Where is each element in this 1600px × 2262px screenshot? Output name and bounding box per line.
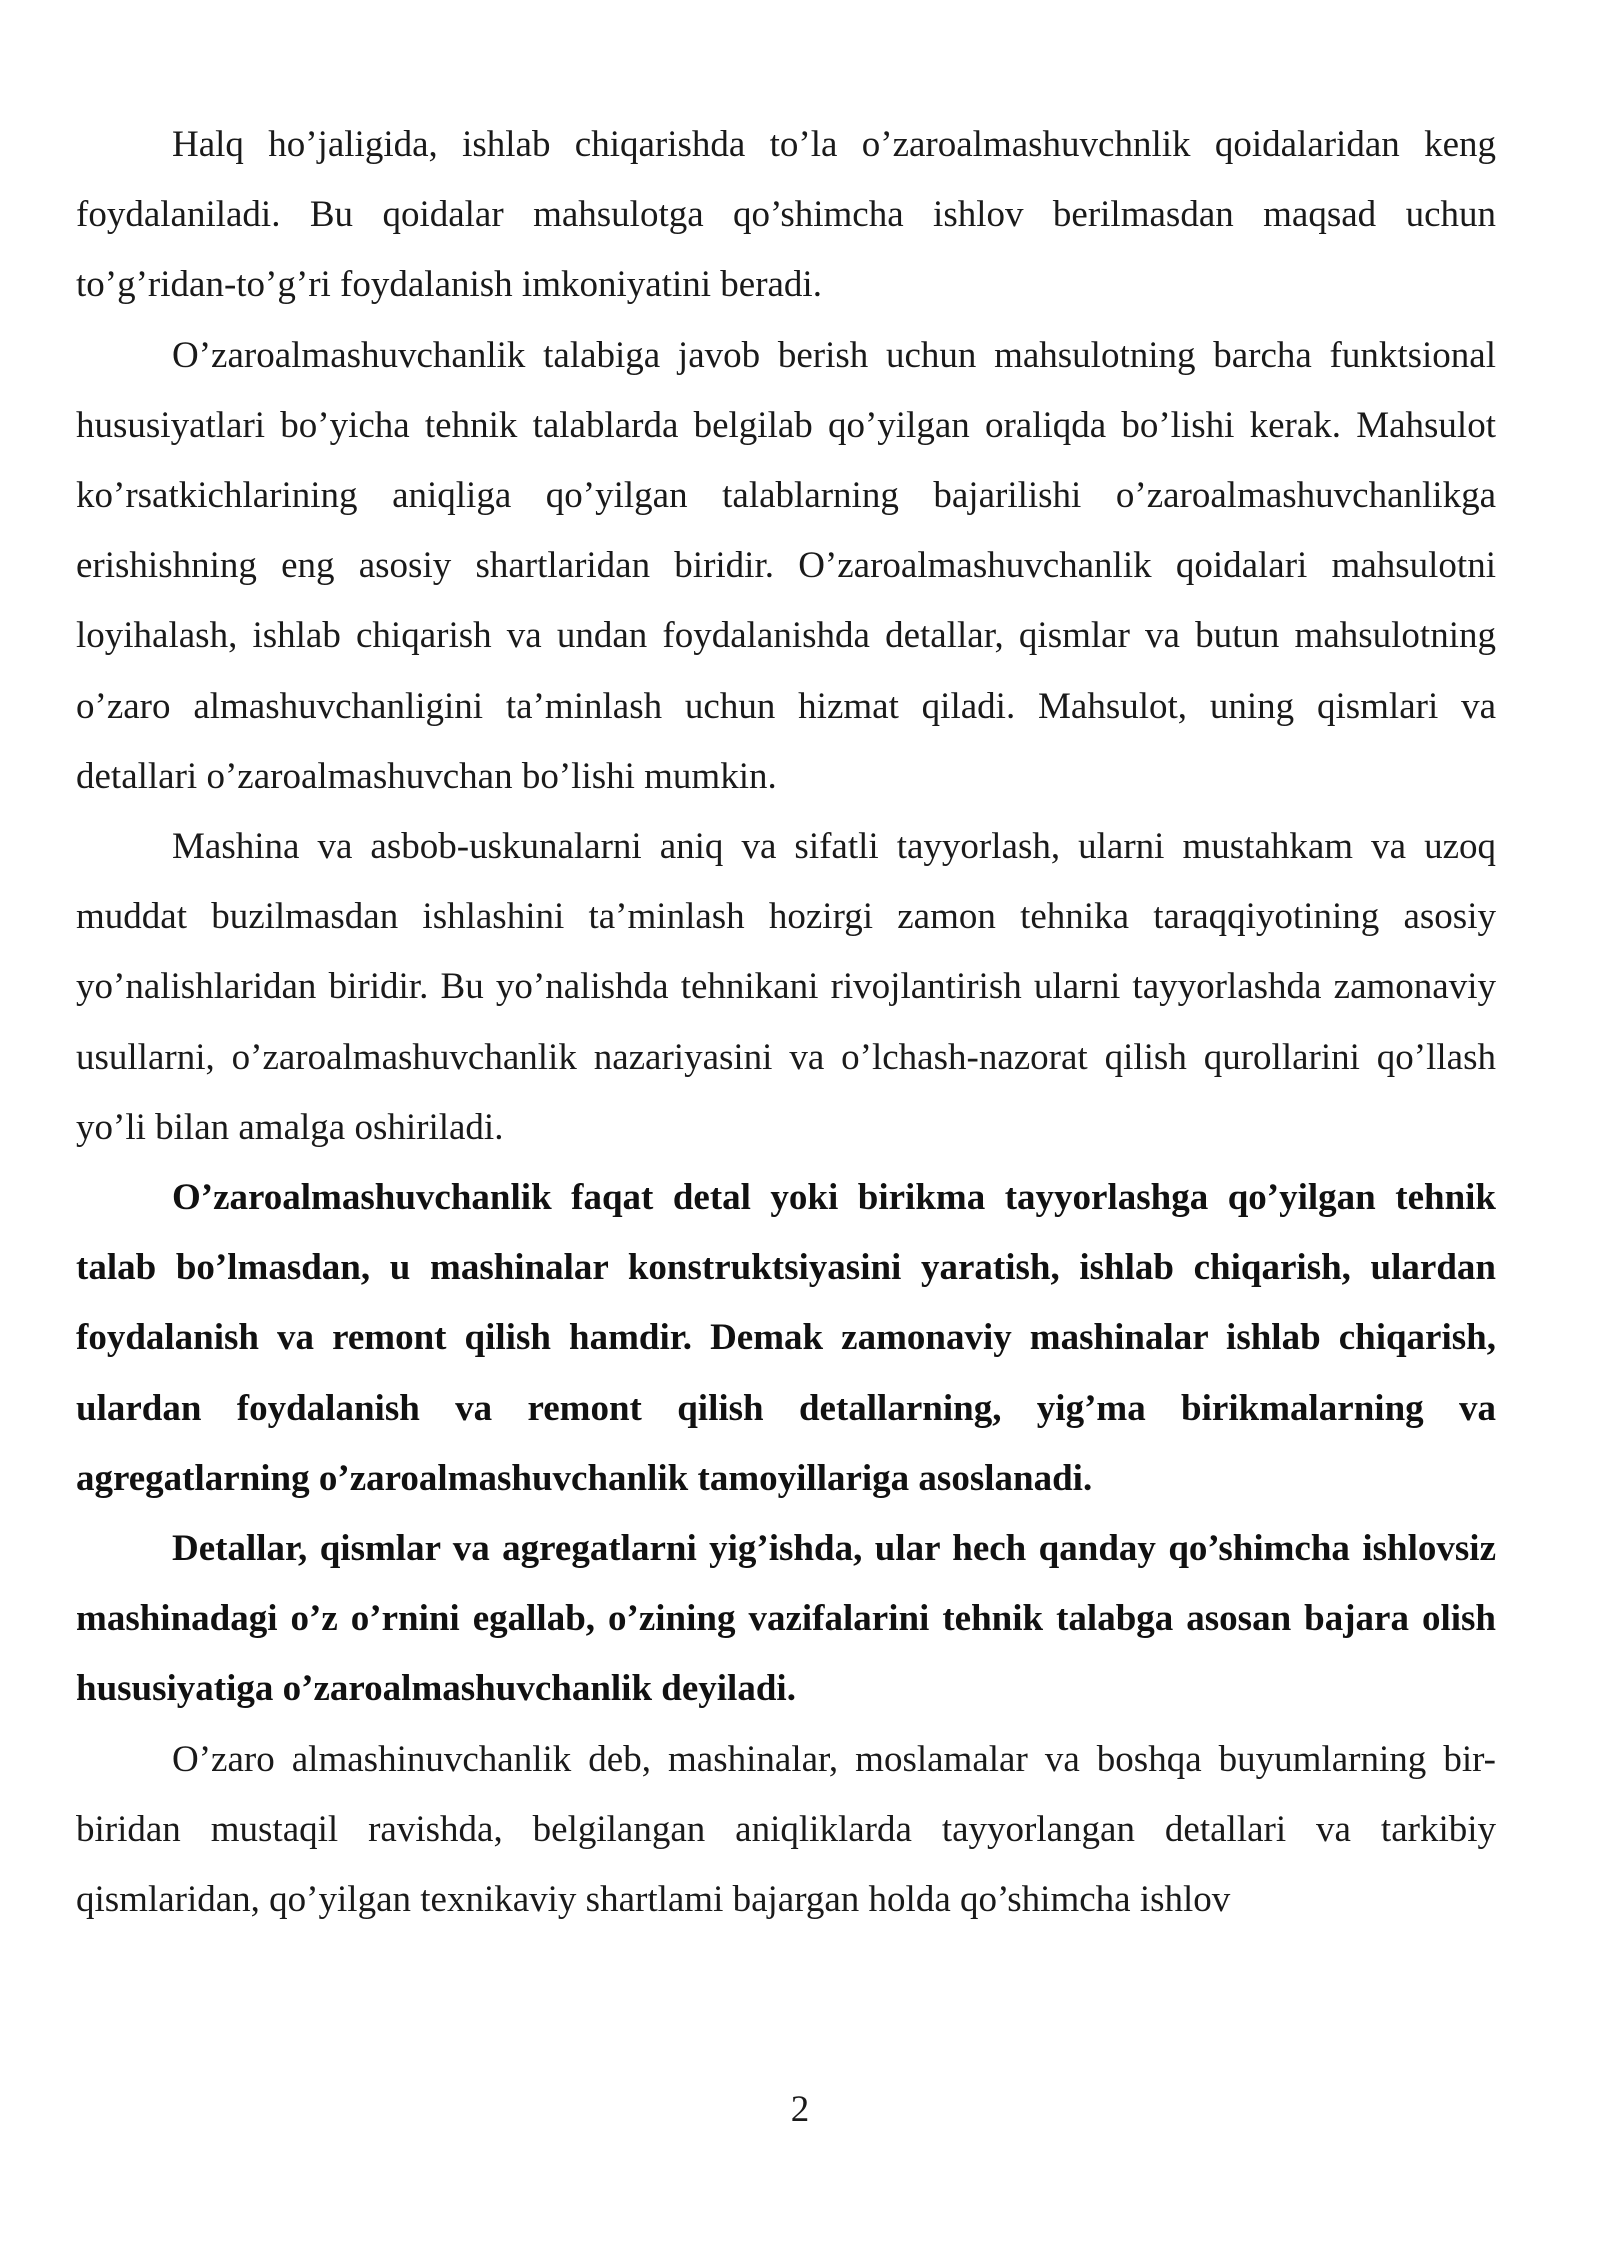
paragraph-5-bold-definition: Detallar, qismlar va agregatlarni yig’ishda, ular hech qanday qo’shimcha ishlovsiz mashinadagi o’z o’rnini egallab, o’zining vazifalarini tehnik talabga asosan bajara olish hususiyatiga o’zaroalmashuvchanlik deyiladi. — [76, 1528, 1496, 1710]
paragraph-1: Halq ho’jaligida, ishlab chiqarishda to’la o’zaroalmashuvchnlik qoidalaridan keng foydalaniladi. Bu qoidalar mahsulotga qo’shimcha ishlov berilmasdan maqsad uchun to’g’ridan-to’g’ri foydalanish imkoniyatini beradi. — [76, 124, 1496, 306]
page-number: 2 — [790, 2089, 810, 2130]
document-page — [76, 110, 1496, 1935]
paragraph-6: O’zaro almashinuvchanlik deb, mashinalar, moslamalar va boshqa buyumlarning bir-biridan mustaqil ravishda, belgilangan aniqliklarda tayyorlangan detallari va tarkibiy qismlaridan, qo’yilgan texnikaviy shartlami bajargan holda qo’shimcha ishlov — [76, 1738, 1496, 1921]
paragraph-3: Mashina va asbob-uskunalarni aniq va sifatli tayyorlash, ularni mustahkam va uzoq muddat buzilmasdan ishlashini ta’minlash hozirgi zamon tehnika taraqqiyotining asosiy yo’nalishlaridan biridir. Bu yo’nalishda tehnikani rivojlantirish ularni tayyorlashda zamonaviy usullarni, o’zaroalmashuvchanlik nazariyasini va o’lchash-nazorat qilish qurollarini qo’llash yo’li bilan amalga oshiriladi. — [76, 826, 1496, 1148]
paragraph-4-bold: O’zaroalmashuvchanlik faqat detal yoki birikma tayyorlashga qo’yilgan tehnik talab bo’lmasdan, u mashinalar konstruktsiyasini yaratish, ishlab chiqarish, ulardan foydalanish va remont qilish hamdir. Demak zamonaviy mashinalar ishlab chiqarish, ulardan foydalanish va remont qilish detallarning, yig’ma birikmalarning va agregatlarning o’zaroalmashuvchanlik tamoyillariga asoslanadi. — [76, 1177, 1496, 1499]
paragraph-2: O’zaroalmashuvchanlik talabiga javob berish uchun mahsulotning barcha funktsional hususiyatlari bo’yicha tehnik talablarda belgilab qo’yilgan oraliqda bo’lishi kerak. Mahsulot ko’rsatkichlarining aniqliga qo’yilgan talablarning bajarilishi o’zaroalmashuvchanlikga erishishning eng asosiy shartlaridan biridir. O’zaroalmashuvchanlik qoidalari mahsulotni loyihalash, ishlab chiqarish va undan foydalanishda detallar, qismlar va butun mahsulotning o’zaro almashuvchanligini ta’minlash uchun hizmat qiladi. Mahsulot, uning qismlari va detallari o’zaroalmashuvchan bo’lishi mumkin. — [76, 334, 1496, 797]
